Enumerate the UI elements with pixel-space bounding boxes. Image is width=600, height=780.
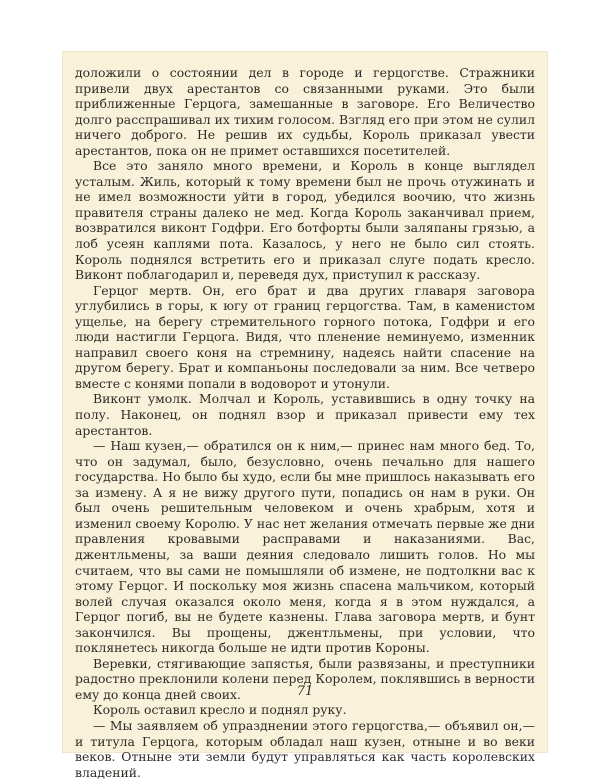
- paragraph-2: Все это заняло много времени, и Король в конце выглядел усталым. Жиль, который к тому времени был не прочь отужинать и не имел возможности уйти в город, убедился воочию, что жизнь правителя страны далеко не мед. Когда Король заканчивал прием, возвратился виконт Годфри. Его ботфорты были заляпаны грязью, а лоб усеян каплями пота. Казалось, у него не было сил стоять. Король поднялся встретить его и приказал слуге подать кресло. Виконт поблагодарил и, переведя дух, приступил к рассказу.: [75, 158, 535, 283]
- paragraph-3: Герцог мертв. Он, его брат и два других главаря заговора углубились в горы, к югу от границ герцогства. Там, в каменистом ущелье, на берегу стремительного горного потока, Годфри и его люди настигли Герцога. Видя, что пленение неминуемо, изменник направил своего коня на стремнину, надеясь найти спасение на другом берегу. Брат и компаньоны последовали за ним. Все четверо вместе с конями попали в водоворот и утонули.: [75, 282, 535, 391]
- paragraph-7: Король оставил кресло и поднял руку.: [93, 702, 347, 718]
- paragraph-5: — Наш кузен,— обратился он к ним,— принес нам много бед. То, что он задумал, было, безусловно, очень печально для нашего государства. Но было бы худо, если бы мне пришлось наказывать его за измену. А я не вижу другого пути, попадись он нам в руки. Он был очень решительным человеком и очень храбрым, хотя и изменил своему Королю. У нас нет желания отмечать первые же дни правления кровавыми расправами и наказаниями. Вас, джентльмены, за ваши деяния следовало лишить голов. Но мы считаем, что вы сами не помышляли об измене, не подтолкни вас к этому Герцог. И поскольку моя жизнь спасена мальчиком, который волей случая оказался около меня, когда я в этом нуждался, а Герцог погиб, вы не будете казнены. Глава заговора мертв, и бунт закончился. Вы прощены, джентльмены, при условии, что поклянетесь никогда больше не идти против Короны.: [75, 438, 535, 656]
- paragraph-8: — Мы заявляем об упразднении этого герцогства,— объявил он,— и титула Герцога, которым обладал наш кузен, отныне и во веки веков. Отныне эти земли будут управляться как часть королевских владений.: [75, 717, 535, 780]
- body-text: [75, 65, 535, 780]
- paragraph-1: доложили о состоянии дел в городе и герцогстве. Стражники привели двух арестантов со связанными руками. Это были приближенные Герцога, замешанные в заговоре. Его Величество долго расспрашивал их тихим голосом. Взгляд его при этом не сулил ничего доброго. Не решив их судьбы, Король приказал увести арестантов, пока он не примет оставшихся посетителей.: [75, 65, 535, 158]
- paragraph-6: Веревки, стягивающие запястья, были развязаны, и преступники радостно преклонили колени перед Королем, поклявшись в верности ему до конца дней своих.: [75, 655, 535, 702]
- paragraph-4: Виконт умолк. Молчал и Король, уставившись в одну точку на полу. Наконец, он поднял взор и приказал привести ему тех арестантов.: [75, 391, 535, 438]
- book-page: [63, 52, 547, 780]
- page-number: 71: [296, 684, 314, 699]
